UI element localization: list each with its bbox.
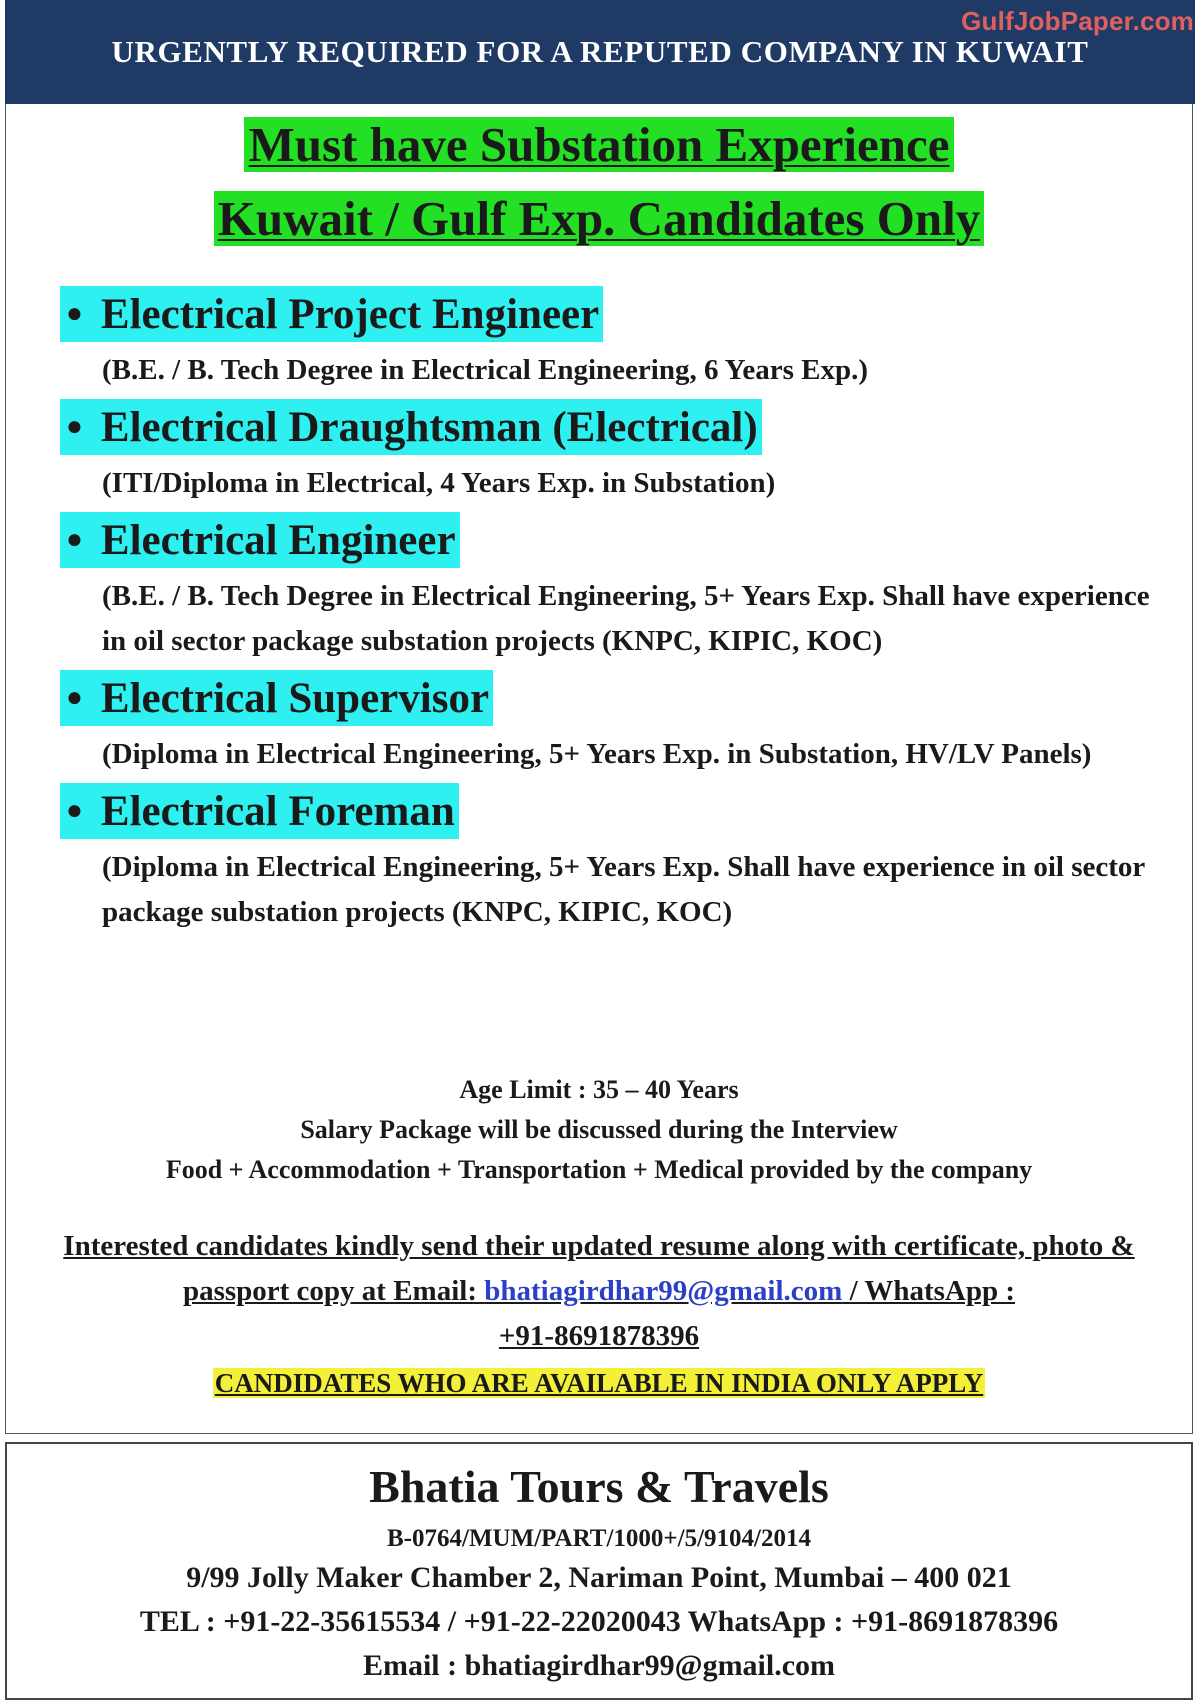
requirement-gulf-exp: Kuwait / Gulf Exp. Candidates Only — [214, 191, 984, 246]
apply-whatsapp-label: / WhatsApp : — [849, 1275, 1016, 1307]
age-limit: Age Limit : 35 – 40 Years — [459, 1075, 739, 1104]
license-number: B-0764/MUM/PART/1000+/5/9104/2014 — [387, 1525, 811, 1552]
job-title — [60, 783, 459, 839]
job-title — [60, 399, 762, 455]
job-title — [60, 286, 603, 342]
bullet-icon: ● — [66, 298, 83, 329]
bullet-icon: ● — [66, 682, 83, 713]
job-list — [60, 286, 1180, 941]
agency-footer — [5, 1442, 1193, 1700]
job-item — [60, 670, 1180, 783]
job-title-text: Electrical Engineer — [100, 516, 456, 564]
job-title-text: Electrical Supervisor — [100, 674, 490, 722]
job-item — [60, 512, 1180, 670]
job-description: (ITI/Diploma in Electrical, 4 Years Exp. in Substation) — [102, 467, 776, 499]
company-phone: TEL : +91-22-35615534 / +91-22-22020043 WhatsApp : +91-8691878396 — [139, 1605, 1059, 1638]
requirement-line-2 — [6, 188, 1192, 250]
apply-text: Interested candidates kindly send their updated resume along with certificate, photo & passport copy at Email: — [63, 1230, 1135, 1307]
bullet-icon: ● — [66, 795, 83, 826]
job-title-text: Electrical Project Engineer — [100, 290, 600, 338]
job-item — [60, 286, 1180, 399]
company-name: Bhatia Tours & Travels — [369, 1461, 829, 1512]
benefits-note: Food + Accommodation + Transportation + Medical provided by the company — [165, 1155, 1033, 1184]
job-description: (Diploma in Electrical Engineering, 5+ Years Exp. Shall have experience in oil sector package substation projects (KNPC, KIPIC, KOC) — [102, 851, 1145, 928]
job-posting-box — [5, 104, 1193, 1434]
job-item — [60, 783, 1180, 941]
company-email: Email : bhatiagirdhar99@gmail.com — [362, 1649, 836, 1682]
availability-notice — [6, 1368, 1192, 1399]
salary-note: Salary Package will be discussed during the Interview — [300, 1115, 898, 1144]
apply-instructions — [26, 1224, 1172, 1359]
bullet-icon: ● — [66, 524, 83, 555]
bullet-icon: ● — [66, 411, 83, 442]
job-description: (B.E. / B. Tech Degree in Electrical Engineering, 6 Years Exp.) — [102, 354, 869, 386]
header-title: URGENTLY REQUIRED FOR A REPUTED COMPANY IN KUWAIT — [111, 34, 1089, 69]
job-title — [60, 512, 460, 568]
apply-phone: +91-8691878396 — [498, 1320, 700, 1352]
availability-notice-text: CANDIDATES WHO ARE AVAILABLE IN INDIA ONLY APPLY — [214, 1368, 984, 1398]
job-title-text: Electrical Foreman — [100, 787, 455, 835]
company-address: 9/99 Jolly Maker Chamber 2, Nariman Point, Mumbai – 400 021 — [186, 1561, 1012, 1594]
job-title-text: Electrical Draughtsman (Electrical) — [100, 403, 758, 451]
requirement-line-1 — [6, 114, 1192, 176]
requirement-substation: Must have Substation Experience — [244, 117, 953, 172]
job-title — [60, 670, 493, 726]
job-description: (Diploma in Electrical Engineering, 5+ Years Exp. in Substation, HV/LV Panels) — [102, 738, 1092, 770]
job-item — [60, 399, 1180, 512]
terms-section — [6, 1070, 1192, 1190]
watermark-logo: GulfJobPaper.com — [961, 6, 1194, 36]
apply-email-link[interactable]: bhatiagirdhar99@gmail.com — [484, 1275, 843, 1307]
job-description: (B.E. / B. Tech Degree in Electrical Engineering, 5+ Years Exp. Shall have experience in oil sector package substation projects (KNPC, KIPIC, KOC) — [102, 580, 1150, 657]
